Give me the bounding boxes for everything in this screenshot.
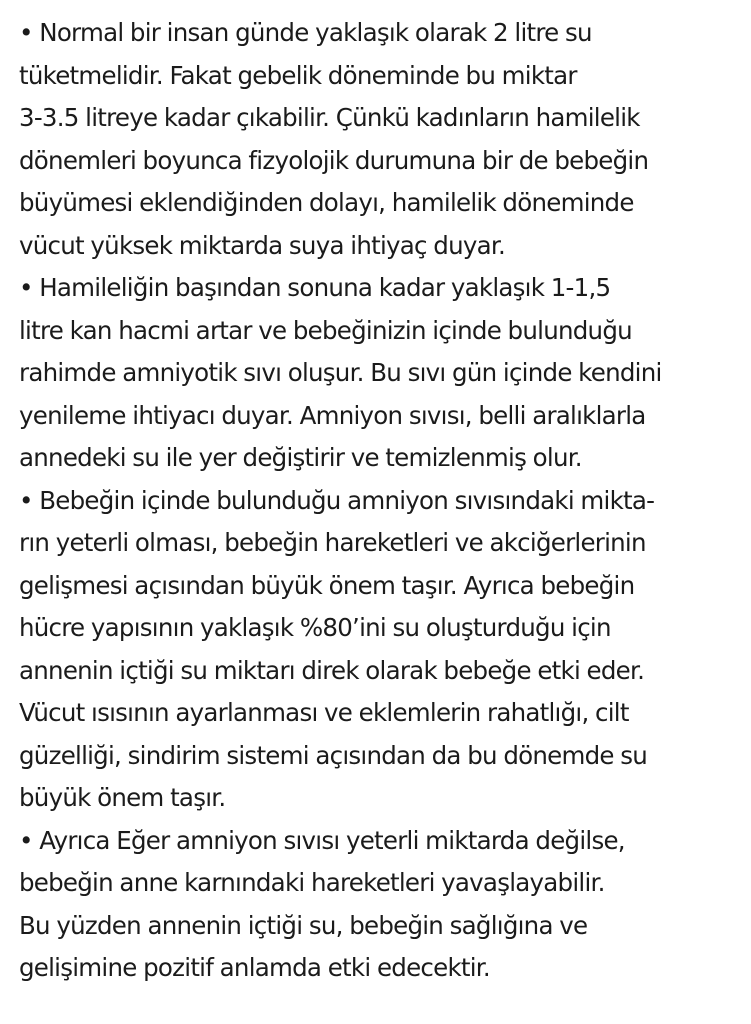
text-line: • Ayrıca Eğer amniyon sıvısı yeterli miktarda değilse, (19, 825, 625, 855)
text-line: 3-3.5 litreye kadar çıkabilir. Çünkü kadınların hamilelik (19, 103, 640, 132)
text-line: büyümesi eklendiğinden dolayı, hamilelik döneminde (19, 188, 634, 217)
text-line: Bu yüzden annenin içtiği su, bebeğin sağlığına ve (19, 910, 588, 940)
text-line: yenileme ihtiyacı duyar. Amniyon sıvısı, belli aralıklarla (19, 400, 646, 430)
text-line: büyük önem taşır. (19, 783, 226, 812)
text-line: • Hamileliğin başından sonuna kadar yaklaşık 1-1,5 (19, 273, 611, 302)
text-line: bebeğin anne karnındaki hareketleri yavaşlayabilir. (19, 868, 605, 897)
text-line: dönemleri boyunca fizyolojik durumuna bir de bebeğin (19, 145, 649, 175)
text-line: litre kan hacmi artar ve bebeğinizin içinde bulunduğu (19, 315, 632, 345)
document-text (19, 12, 744, 990)
text-line: annenin içtiği su miktarı direk olarak bebeğe etki eder. (19, 655, 645, 685)
text-line: • Bebeğin içinde bulunduğu amniyon sıvısındaki mikta- (19, 485, 655, 515)
text-line: rın yeterli olması, bebeğin hareketleri ve akciğerlerinin (19, 528, 646, 557)
text-line: tüketmelidir. Fakat gebelik döneminde bu miktar (19, 60, 577, 90)
text-line: gelişmesi açısından büyük önem taşır. Ayrıca bebeğin (19, 570, 635, 600)
text-line: annedeki su ile yer değiştirir ve temizlenmiş olur. (19, 443, 582, 472)
text-line: hücre yapısının yaklaşık %80’ini su oluşturduğu için (19, 613, 611, 642)
text-line: güzelliği, sindirim sistemi açısından da bu dönemde su (19, 740, 648, 770)
text-line: rahimde amniyotik sıvı oluşur. Bu sıvı gün içinde kendini (19, 358, 662, 387)
text-line: • Normal bir insan günde yaklaşık olarak 2 litre su (19, 18, 592, 47)
text-line: vücut yüksek miktarda suya ihtiyaç duyar. (19, 230, 505, 260)
text-line: gelişimine pozitif anlamda etki edecektir. (19, 953, 490, 982)
text-line: Vücut ısısının ayarlanması ve eklemlerin rahatlığı, cilt (19, 698, 629, 727)
